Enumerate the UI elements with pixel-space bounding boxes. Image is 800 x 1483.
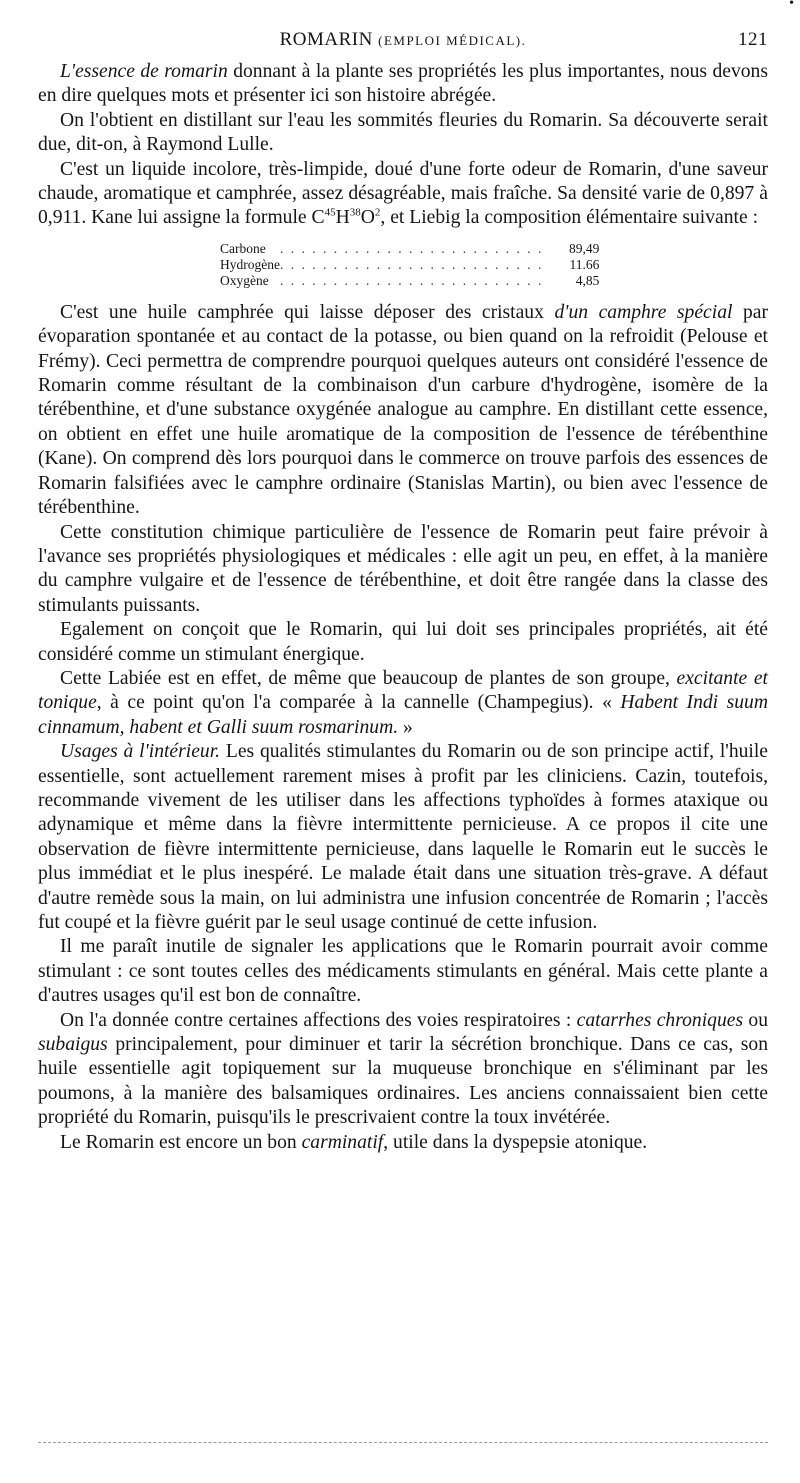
- paragraph-stimulant: Egalement on conçoit que le Romarin, qui lui doit ses principales propriétés, ait été considéré comme un stimulant énergique.: [38, 619, 768, 665]
- element-value: 11.66: [569, 256, 600, 272]
- element-value: 4,85: [575, 272, 600, 288]
- table-row: [220, 273, 599, 289]
- paragraph-applications: Il me paraît inutile de signaler les applications que le Romarin pourrait avoir comme stimulant : ce sont toutes celles des médicaments stimulants en général. Mais cette plante a d'autres usages qu'il est bon de connaître.: [38, 936, 768, 1007]
- corner-mark: •: [789, 0, 794, 11]
- paragraph-usages-interieur: Usages à l'intérieur. Les qualités stimulantes du Romarin ou de son principe actif, l'huile essentielle, sont actuellement rarement mises à profit par les cliniciens. Cazin, toutefois, recommande vivement de les utiliser dans les affections typhoïdes à formes ataxique ou adynamique et même dans la fièvre intermittente pernicieuse. A ce propos il cite une observation de fièvre intermittente pernicieuse, dans laquelle le Romarin eut le succès le plus immédiat et le plus inespéré. Le malade était dans une situation très-grave. A défaut d'autre remède sous la main, on lui administra une infusion concentrée de Romarin ; l'accès fut coupé et la fièvre guérit par le seul usage continué de cette infusion.: [38, 741, 768, 933]
- paragraph-obtention: On l'obtient en distillant sur l'eau les sommités fleuries du Romarin. Sa découverte serait due, dit-on, à Raymond Lulle.: [38, 109, 768, 156]
- table-row: [220, 241, 599, 257]
- element-name: Hydrogène: [220, 256, 280, 272]
- running-header: [38, 28, 768, 54]
- latin-quote: Habent Indi suum cinnamum, habent et Galli suum rosmarinum.: [38, 692, 768, 738]
- paragraph-respiratory: On l'a donnée contre certaines affections des voies respiratoires : catarrhes chroniques ou subaigus principalement, pour diminuer et tarir la sécrétion bronchique. Dans ce cas, son huile essentielle agit topiquement sur la muqueuse bronchique en s'éliminant par les poumons, à la manière des balsamiques ordinaires. Les anciens connaissaient bien cette propriété du Romarin, puisqu'ils le prescrivaient contre la toux invétérée.: [38, 1009, 768, 1129]
- footer-rule: [38, 1442, 768, 1443]
- header-subtitle: (EMPLOI MÉDICAL).: [378, 33, 527, 48]
- element-name: Oxygène: [220, 272, 269, 288]
- header-title: ROMARIN: [279, 29, 373, 50]
- page-number: 121: [738, 29, 768, 50]
- section-heading: Usages à l'intérieur.: [60, 741, 221, 763]
- composition-table: [220, 241, 599, 289]
- element-value: 89,49: [568, 240, 600, 256]
- paragraph-essence-intro: L'essence de romarin donnant à la plante ses propriétés les plus importantes, nous devons en dire quelques mots et présenter ici son histoire abrégée.: [38, 61, 768, 107]
- dot-leader: . . . . . . . . . . . . . . . . . . . . . . . . .: [279, 272, 544, 288]
- table-row: [220, 257, 599, 273]
- element-name: Carbone: [220, 240, 266, 256]
- paragraph-camphor: C'est une huile camphrée qui laisse déposer des cristaux d'un camphre spécial par évoparation spontanée et au contact de la potasse, ou bien quand on la refroidit (Pelouse et Frémy). Ceci permettra de comprendre pourquoi quelques auteurs ont considéré l'essence de Romarin comme résultant de la combinaison d'un carbure d'hydrogène, isomère de la térébenthine, et d'une substance oxygénée analogue au camphre. En distillant cette essence, on obtient en effet une huile aromatique de la composition de l'essence de térébenthine (Kane). On comprend dès lors pourquoi dans le commerce on trouve parfois des essences de Romarin falsifiées avec le camphre ordinaire (Stanislas Martin), ou bien avec l'essence de térébenthine.: [38, 301, 768, 519]
- dot-leader: . . . . . . . . . . . . . . . . . . . . . . . . .: [279, 240, 544, 256]
- term-essence: L'essence de romarin: [60, 61, 228, 82]
- paragraph-carminatif: Le Romarin est encore un bon carminatif, utile dans la dyspepsie atonique.: [60, 1131, 648, 1153]
- paragraph-labiee: Cette Labiée est en effet, de même que beaucoup de plantes de son groupe, excitante et tonique, à ce point qu'on l'a comparée à la cannelle (Champegius). « Habent Indi suum cinnamum, habent et Galli suum rosmarinum. »: [38, 667, 768, 738]
- paragraph-properties: C'est un liquide incolore, très-limpide, doué d'une forte odeur de Romarin, d'une saveur chaude, aromatique et camphrée, assez désagréable, mais fraîche. Sa densité varie de 0,897 à 0,911. Kane lui assigne la formule $C^{45}H^{38}O^2$, et Liebig la composition élémentaire suivante :: [38, 158, 768, 229]
- dot-leader: . . . . . . . . . . . . . . . . . . . . . . . . .: [279, 256, 544, 272]
- paragraph-constitution: Cette constitution chimique particulière de l'essence de Romarin peut faire prévoir à l'avance ses propriétés physiologiques et médicales : elle agit un peu, en effet, à la manière du camphre vulgaire et de l'essence de térébenthine, et doit être rangée dans la classe des stimulants puissants.: [38, 521, 768, 616]
